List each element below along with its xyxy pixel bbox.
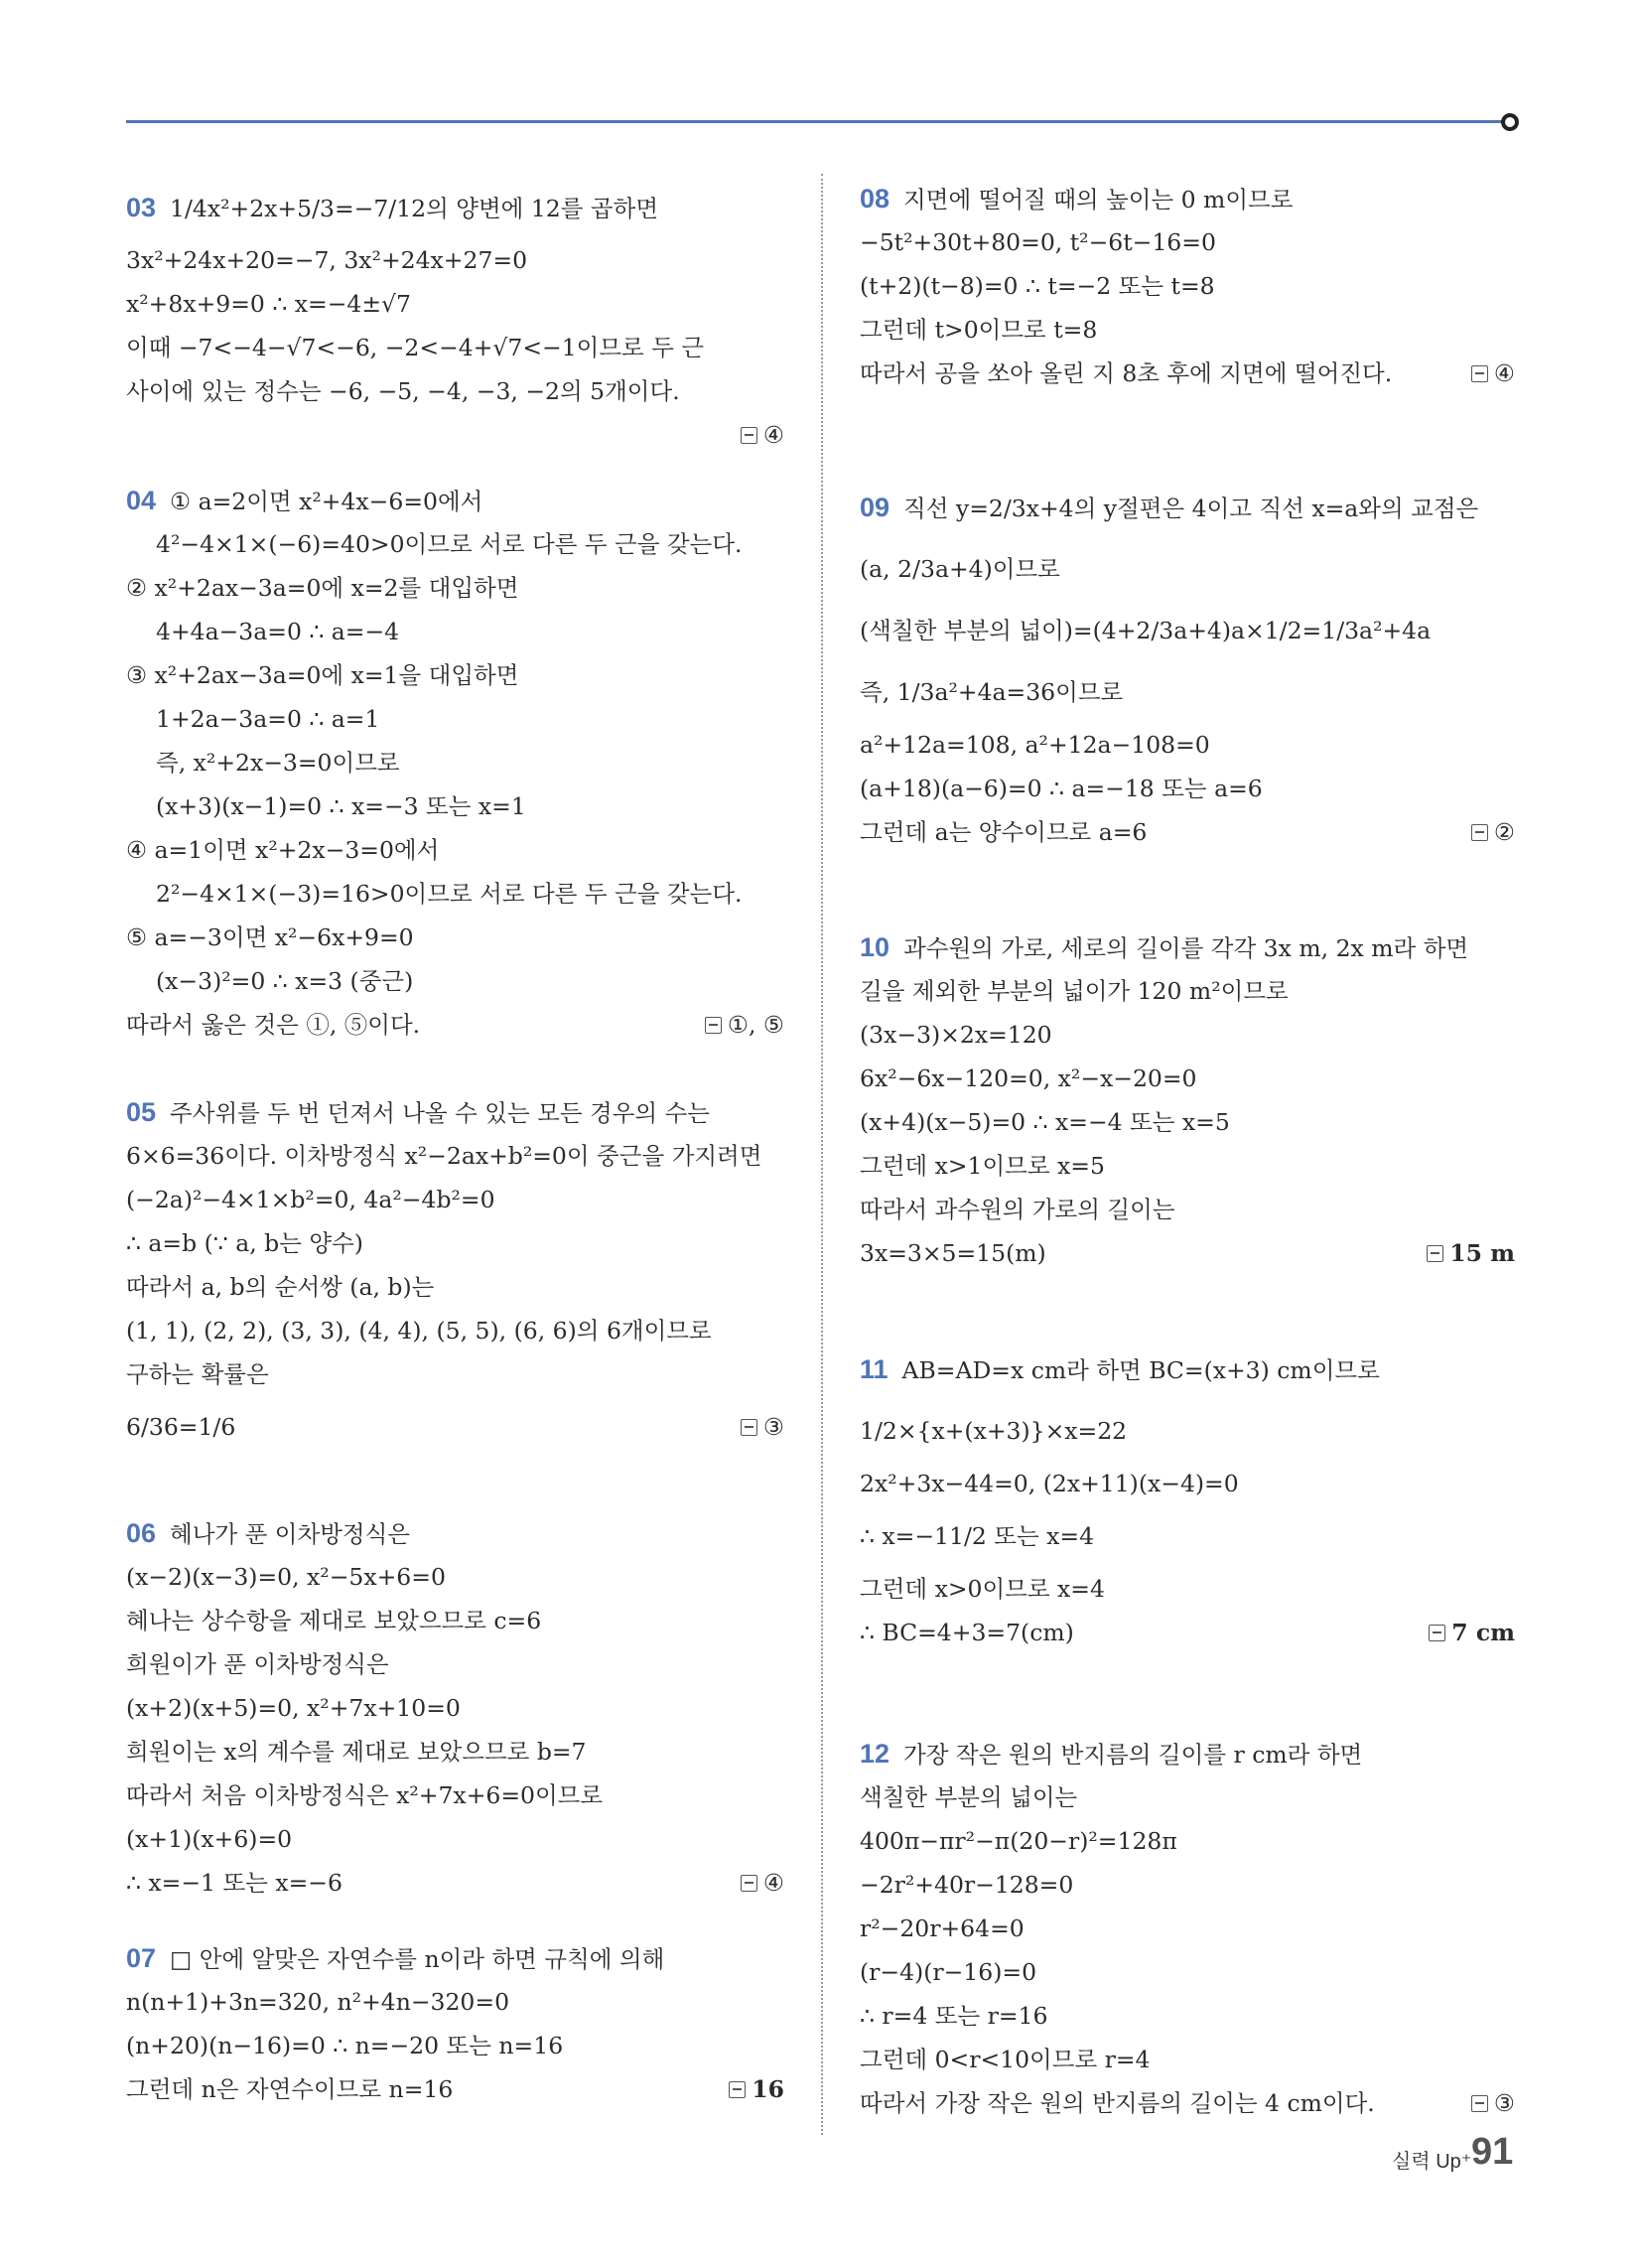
solution-line: (x−3)²=0 ∴ x=3 (중근)	[156, 967, 414, 995]
solution-line: (r−4)(r−16)=0	[860, 1958, 1037, 1986]
problem-number: 10	[860, 932, 890, 962]
problem-number: 12	[860, 1739, 890, 1769]
solution-line: 구하는 확률은	[126, 1360, 269, 1388]
solution-line: (x−2)(x−3)=0, x²−5x+6=0	[126, 1563, 446, 1591]
solution-line: (x+4)(x−5)=0 ∴ x=−4 또는 x=5	[860, 1108, 1230, 1136]
answer: 16	[729, 2067, 784, 2111]
solution-line: (a+18)(a−6)=0 ∴ a=−18 또는 a=6	[860, 775, 1263, 802]
solution-line: ④ a=1이면 x²+2x−3=0에서	[126, 836, 440, 864]
solution-line: ∴ BC=4+3=7(cm) 7 cm	[860, 1611, 1515, 1654]
answer-icon	[705, 1017, 722, 1034]
solution-line: 12 가장 작은 원의 반지름의 길이를 r cm라 하면	[860, 1739, 1363, 1769]
footer-brand: 실력 Up⁺	[1392, 2151, 1472, 2173]
solution-line: −5t²+30t+80=0, t²−6t−16=0	[860, 228, 1216, 256]
answer: ②	[1471, 810, 1515, 854]
solution-line: 혜나는 상수항을 제대로 보았으므로 c=6	[126, 1607, 542, 1634]
solution-line: 09 직선 y=2/3x+4의 y절편은 4이고 직선 x=a와의 교점은	[860, 493, 1479, 522]
page-number: 91	[1471, 2131, 1514, 2173]
solution-line: ∴ x=−1 또는 x=−6 ④	[126, 1861, 784, 1905]
problem-number: 05	[126, 1097, 157, 1127]
answer-icon	[1429, 1625, 1445, 1641]
solution-line: (−2a)²−4×1×b²=0, 4a²−4b²=0	[126, 1186, 495, 1213]
solution-line: 03 1/4x²+2x+5/3=−7/12의 양변에 12를 곱하면	[126, 193, 659, 222]
answer: ③	[741, 1396, 784, 1440]
solution-line: 사이에 있는 정수는 −6, −5, −4, −3, −2의 5개이다.	[126, 377, 680, 405]
answer-icon	[1471, 824, 1488, 841]
answer: ④	[741, 1861, 784, 1905]
solution-line: 즉, 1/3a²+4a=36이므로	[860, 678, 1124, 706]
answer: ④	[126, 413, 784, 457]
problem-12	[860, 1732, 1515, 2125]
solution-line: 그런데 x>0이므로 x=4	[860, 1575, 1105, 1603]
answer-icon	[741, 1875, 757, 1892]
solution-line: 즉, x²+2x−3=0이므로	[156, 749, 400, 777]
problem-number: 03	[126, 193, 157, 222]
solution-line: 1+2a−3a=0 ∴ a=1	[156, 705, 380, 733]
solution-line: ∴ x=−11/2 또는 x=4	[860, 1522, 1095, 1550]
solution-line: ⑤ a=−3이면 x²−6x+9=0	[126, 923, 414, 951]
solution-line: 색칠한 부분의 넓이는	[860, 1783, 1078, 1811]
solution-line: n(n+1)+3n=320, n²+4n−320=0	[126, 1988, 510, 2016]
problem-09	[860, 477, 1515, 914]
right-column	[860, 177, 1515, 2125]
problem-11	[860, 1339, 1515, 1692]
solution-line: 6/36=1/6 ③	[126, 1396, 784, 1458]
solution-line: 희원이는 x의 계수를 제대로 보았으므로 b=7	[126, 1738, 587, 1766]
solution-line: (색칠한 부분의 넓이)=(4+2/3a+4)a×1/2=1/3a²+4a	[860, 617, 1432, 644]
solution-line: 따라서 공을 쏘아 올린 지 8초 후에 지면에 떨어진다. ④	[860, 352, 1515, 395]
problem-number: 09	[860, 493, 890, 522]
solution-line: (x+2)(x+5)=0, x²+7x+10=0	[126, 1694, 461, 1722]
answer-icon	[1471, 365, 1488, 382]
answer: 7 cm	[1429, 1611, 1515, 1654]
solution-line: 그런데 a는 양수이므로 a=6 ②	[860, 810, 1515, 854]
solution-line: 3x=3×5=15(m) 15 m	[860, 1231, 1515, 1275]
solution-line: ∴ r=4 또는 r=16	[860, 2002, 1048, 2030]
solution-line: 3x²+24x+20=−7, 3x²+24x+27=0	[126, 246, 528, 274]
solution-line: 따라서 처음 이차방정식은 x²+7x+6=0이므로	[126, 1781, 604, 1809]
problem-04	[126, 479, 784, 1082]
answer: ①, ⑤	[705, 1003, 784, 1047]
solution-line: 06 혜나가 푼 이차방정식은	[126, 1518, 410, 1548]
solution-line: (1, 1), (2, 2), (3, 3), (4, 4), (5, 5), (6, 6)의 6개이므로	[126, 1317, 712, 1345]
solution-line: 10 과수원의 가로, 세로의 길이를 각각 3x m, 2x m라 하면	[860, 932, 1469, 962]
answer: 15 m	[1427, 1231, 1515, 1275]
answer-icon	[729, 2081, 746, 2098]
solution-line: 6x²−6x−120=0, x²−x−20=0	[860, 1064, 1197, 1092]
answer-icon	[741, 1419, 757, 1436]
solution-line: 05 주사위를 두 번 던져서 나올 수 있는 모든 경우의 수는	[126, 1097, 710, 1127]
top-rule-dot	[1501, 113, 1519, 131]
solution-line: (x+1)(x+6)=0	[126, 1825, 293, 1853]
problem-number: 06	[126, 1518, 157, 1548]
answer-icon	[1471, 2095, 1488, 2112]
solution-line: 1/2×{x+(x+3)}×x=22	[860, 1417, 1128, 1445]
solution-line: ∴ a=b (∵ a, b는 양수)	[126, 1229, 363, 1257]
solution-line: ② x²+2ax−3a=0에 x=2를 대입하면	[126, 574, 519, 602]
answer: ③	[1471, 2081, 1515, 2125]
problem-number: 11	[860, 1354, 889, 1384]
solution-line: 그런데 x>1이므로 x=5	[860, 1152, 1105, 1180]
solution-line: (t+2)(t−8)=0 ∴ t=−2 또는 t=8	[860, 272, 1215, 300]
solution-line: 그런데 n은 자연수이므로 n=16 16	[126, 2067, 784, 2111]
column-divider	[821, 174, 823, 2135]
solution-line: 400π−πr²−π(20−r)²=128π	[860, 1827, 1177, 1855]
problem-06	[126, 1511, 784, 1922]
solution-line: (3x−3)×2x=120	[860, 1021, 1052, 1049]
solution-line: 6×6=36이다. 이차방정식 x²−2ax+b²=0이 중근을 가지려면	[126, 1142, 762, 1170]
solution-line: ③ x²+2ax−3a=0에 x=1을 대입하면	[126, 661, 519, 689]
problem-05	[126, 1090, 784, 1497]
problem-number: 04	[126, 486, 157, 515]
solution-line: (x+3)(x−1)=0 ∴ x=−3 또는 x=1	[156, 792, 526, 820]
solution-line: 2²−4×1×(−3)=16>0이므로 서로 다른 두 근을 갖는다.	[156, 880, 743, 908]
problem-10	[860, 925, 1515, 1313]
solution-line: 2x²+3x−44=0, (2x+11)(x−4)=0	[860, 1470, 1239, 1497]
problem-03	[126, 177, 784, 465]
solution-line: 그런데 t>0이므로 t=8	[860, 316, 1098, 344]
solution-line: 11 AB=AD=x cm라 하면 BC=(x+3) cm이므로	[860, 1354, 1380, 1384]
solution-line: 08 지면에 떨어질 때의 높이는 0 m이므로	[860, 184, 1294, 213]
solution-line: 그런데 0<r<10이므로 r=4	[860, 2046, 1151, 2073]
solution-line: 따라서 가장 작은 원의 반지름의 길이는 4 cm이다. ③	[860, 2081, 1515, 2125]
answer: ④	[1471, 352, 1515, 395]
solution-line: 따라서 a, b의 순서쌍 (a, b)는	[126, 1273, 435, 1301]
problem-08	[860, 177, 1515, 445]
solution-line: −2r²+40r−128=0	[860, 1871, 1074, 1899]
solution-line: 4+4a−3a=0 ∴ a=−4	[156, 618, 400, 645]
answer-icon	[741, 427, 757, 444]
left-column	[126, 177, 784, 2111]
solution-line: (n+20)(n−16)=0 ∴ n=−20 또는 n=16	[126, 2032, 564, 2059]
solution-line: (a, 2/3a+4)이므로	[860, 555, 1060, 583]
top-rule	[126, 120, 1509, 123]
solution-line: 따라서 옳은 것은 ①, ⑤이다. ①, ⑤	[126, 1003, 784, 1047]
problem-number: 08	[860, 184, 890, 213]
solution-line: 따라서 과수원의 가로의 길이는	[860, 1196, 1175, 1223]
solution-line: 이때 −7<−4−√7<−6, −2<−4+√7<−1이므로 두 근	[126, 334, 705, 361]
problem-07	[126, 1936, 784, 2111]
solution-line: 희원이가 푼 이차방정식은	[126, 1650, 389, 1678]
solution-line: 길을 제외한 부분의 넓이가 120 m²이므로	[860, 977, 1289, 1005]
solution-line: a²+12a=108, a²+12a−108=0	[860, 731, 1210, 759]
problem-number: 07	[126, 1943, 157, 1973]
solution-line: 04 ① a=2이면 x²+4x−6=0에서	[126, 486, 483, 515]
solution-line: 07 □ 안에 알맞은 자연수를 n이라 하면 규칙에 의해	[126, 1943, 665, 1973]
solution-line: r²−20r+64=0	[860, 1914, 1025, 1942]
solution-line: 4²−4×1×(−6)=40>0이므로 서로 다른 두 근을 갖는다.	[156, 530, 743, 558]
answer-icon	[1427, 1245, 1443, 1262]
solution-line: x²+8x+9=0 ∴ x=−4±√7	[126, 290, 411, 318]
